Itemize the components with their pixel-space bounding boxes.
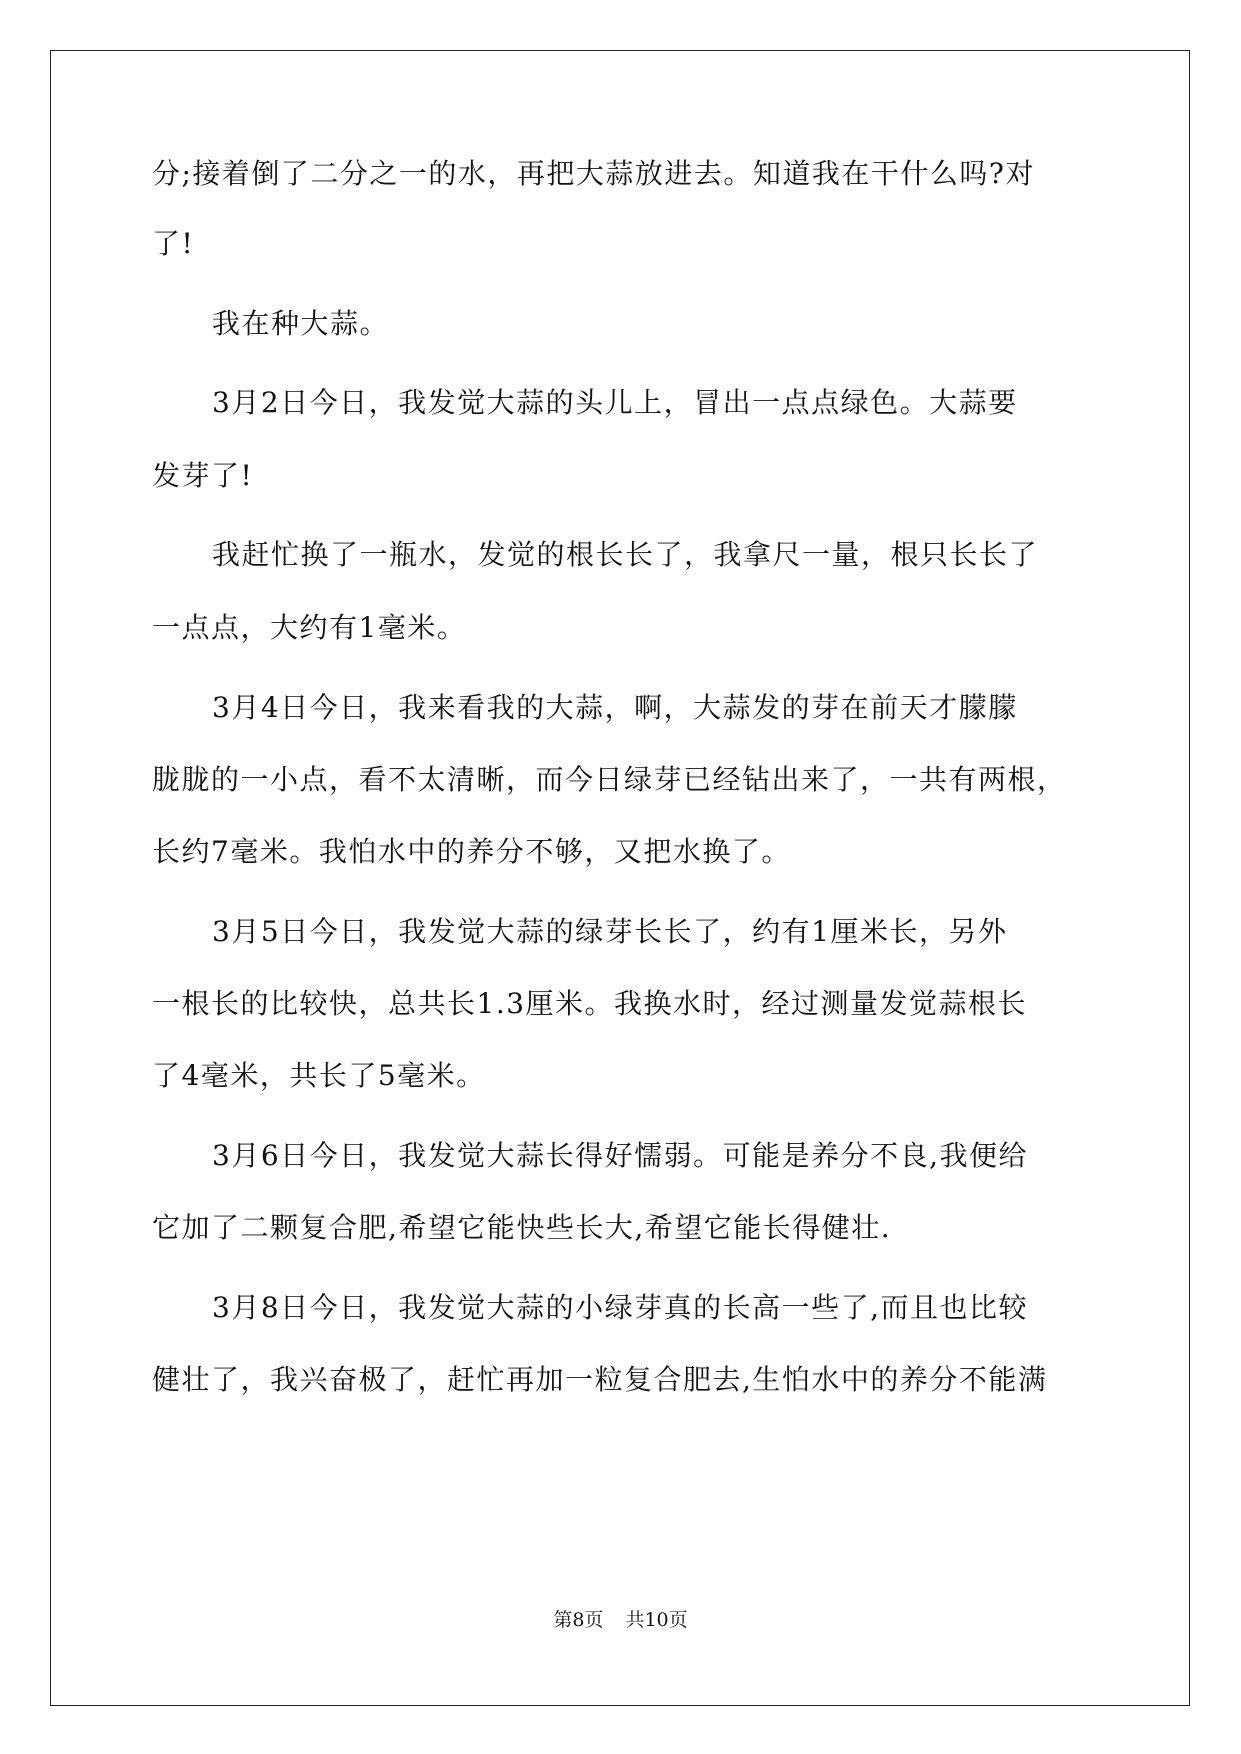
text-line: 它加了二颗复合肥,希望它能快些长大,希望它能长得健壮. [152,1211,892,1244]
text-line: 3月4日今日，我来看我的大蒜，啊，大蒜发的芽在前天才朦朦 [212,691,1018,724]
text-line: 分;接着倒了二分之一的水，再把大蒜放进去。知道我在干什么吗?对 [152,157,1035,190]
text-line: 健壮了，我兴奋极了，赶忙再加一粒复合肥去,生怕水中的养分不能满 [152,1363,1048,1396]
page-footer [0,1608,1241,1632]
text-line: 3月6日今日，我发觉大蒜长得好懦弱。可能是养分不良,我便给 [212,1139,1029,1172]
text-line: 了4毫米，共长了5毫米。 [152,1059,486,1092]
text-line: 我在种大蒜。 [212,307,390,340]
page-number-total: 共10页 [625,1609,688,1631]
text-line: 3月5日今日，我发觉大蒜的绿芽长长了，约有1厘米长，另外 [212,915,1008,948]
text-line: 长约7毫米。我怕水中的养分不够，又把水换了。 [152,835,791,868]
text-line: 胧胧的一小点，看不太清晰，而今日绿芽已经钻出来了，一共有两根， [152,763,1067,796]
page-border [50,50,1190,1706]
text-line: 一点点，大约有1毫米。 [152,611,467,644]
text-line: 3月8日今日，我发觉大蒜的小绿芽真的长高一些了,而且也比较 [212,1291,1029,1324]
text-line: 我赶忙换了一瓶水，发觉的根长长了，我拿尺一量，根只长长了 [212,538,1039,571]
text-line: 发芽了! [152,459,254,492]
text-line: 了! [152,227,195,260]
text-line: 3月2日今日，我发觉大蒜的头儿上，冒出一点点绿色。大蒜要 [212,386,1018,419]
page-number-current: 第8页 [553,1609,604,1631]
text-line: 一根长的比较快，总共长1.3厘米。我换水时，经过测量发觉蒜根长 [152,987,1028,1020]
